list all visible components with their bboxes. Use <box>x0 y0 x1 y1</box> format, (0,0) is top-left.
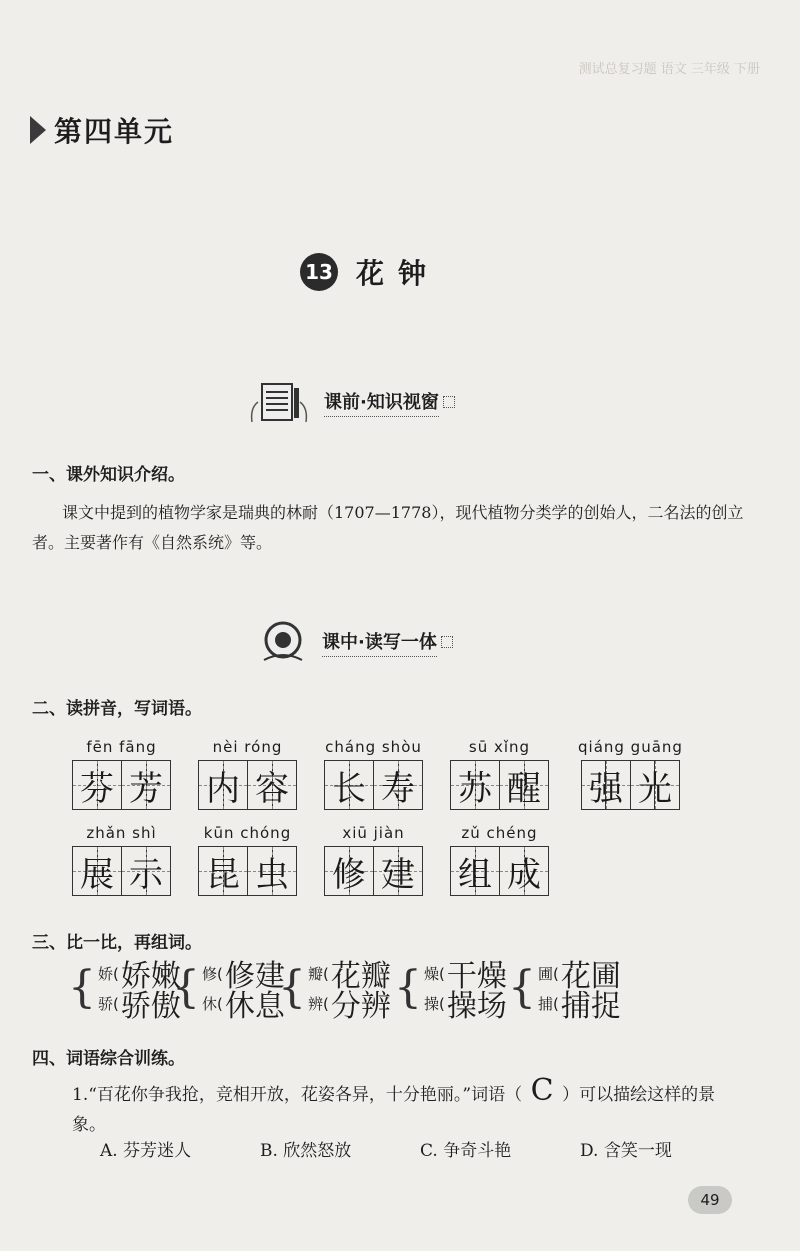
checkbox-icon <box>443 396 455 408</box>
char-box[interactable]: 组 <box>450 846 499 896</box>
answer-field[interactable]: 分辨 <box>330 989 391 1024</box>
answer-field[interactable]: 花圃 <box>560 959 621 994</box>
section-label-reading: 课中·读写一体 <box>322 628 437 657</box>
pinyin-text: nèi róng <box>212 738 283 756</box>
brace-icon: { <box>68 962 96 1013</box>
char-box[interactable]: 苏 <box>450 760 499 810</box>
option-c[interactable]: C. 争奇斗艳 <box>420 1141 512 1161</box>
char-box[interactable]: 寿 <box>373 760 423 810</box>
option-a[interactable]: A. 芬芳迷人 <box>100 1141 192 1161</box>
lesson-title: 花钟 <box>356 257 441 290</box>
answer-field[interactable]: 花瓣 <box>330 959 391 994</box>
answer-field[interactable]: 娇嫩 <box>120 959 181 994</box>
pinyin-text: cháng shòu <box>325 738 422 756</box>
brace-icon: { <box>278 962 306 1013</box>
pinyin-text: zhǎn shì <box>86 824 157 842</box>
reel-icon <box>258 620 308 664</box>
pinyin-item <box>578 738 683 810</box>
answer-field[interactable]: 休息 <box>224 989 285 1024</box>
pinyin-item <box>198 824 297 896</box>
section-label-preview: 课前·知识视窗 <box>324 388 439 417</box>
running-header: 测试总复习题 语文 三年级 下册 <box>578 62 760 77</box>
char-box[interactable]: 容 <box>247 760 297 810</box>
unit-title <box>30 110 174 150</box>
compare-group: { 瓣( 花瓣 辨( 分辨 <box>276 958 391 1018</box>
compare-group: { 燥( 干燥 操( 操场 <box>392 958 507 1018</box>
pinyin-text: xiū jiàn <box>342 824 405 842</box>
answer-field[interactable]: 捕捉 <box>560 989 621 1024</box>
answer-field[interactable]: 骄傲 <box>120 989 181 1024</box>
heading-q2: 二、读拼音，写词语。 <box>32 699 202 719</box>
char-box[interactable]: 昆 <box>198 846 247 896</box>
char-box[interactable]: 光 <box>630 760 680 810</box>
brace-icon: { <box>508 962 536 1013</box>
char-box[interactable]: 芬 <box>72 760 121 810</box>
section-banner-reading <box>258 620 453 664</box>
char-box[interactable]: 虫 <box>247 846 297 896</box>
pinyin-text: zǔ chéng <box>461 824 538 842</box>
char-box[interactable]: 示 <box>121 846 171 896</box>
arrow-icon <box>30 116 46 144</box>
lesson-heading <box>300 252 440 292</box>
char-box[interactable]: 成 <box>499 846 549 896</box>
brace-icon: { <box>172 962 200 1013</box>
unit-title-text: 第四单元 <box>54 115 175 148</box>
question-1: 1.“百花你争我抢，竞相开放，花姿各异，十分艳丽。”词语（ C ）可以描绘这样的景象。 <box>72 1073 716 1135</box>
option-b[interactable]: B. 欣然怒放 <box>260 1141 352 1161</box>
pinyin-text: fēn fāng <box>86 738 157 756</box>
pinyin-item <box>324 738 423 810</box>
heading-q3: 三、比一比，再组词。 <box>32 933 202 953</box>
pinyin-text: sū xǐng <box>468 738 531 756</box>
options-row <box>100 1136 740 1161</box>
char-box[interactable]: 醒 <box>499 760 549 810</box>
answer-field[interactable]: 修建 <box>224 959 285 994</box>
lesson-number: 13 <box>300 253 338 291</box>
pinyin-item <box>450 738 549 810</box>
pinyin-item <box>198 738 297 810</box>
pinyin-item <box>324 824 423 896</box>
char-box[interactable]: 长 <box>324 760 373 810</box>
char-box[interactable]: 修 <box>324 846 373 896</box>
pinyin-text: qiáng guāng <box>578 738 683 756</box>
answer-field[interactable]: 干燥 <box>446 959 507 994</box>
knowledge-text: 课文中提到的植物学家是瑞典的林耐（1707—1778），现代植物分类学的创始人，二名法的创立者。主要著作有《自然系统》等。 <box>32 503 744 552</box>
heading-q1: 一、课外知识介绍。 <box>32 465 185 485</box>
char-box[interactable]: 展 <box>72 846 121 896</box>
option-d[interactable]: D. 含笑一现 <box>580 1141 672 1161</box>
pinyin-item <box>450 824 549 896</box>
char-box[interactable]: 芳 <box>121 760 171 810</box>
section-banner-preview <box>248 378 455 426</box>
char-box[interactable]: 强 <box>581 760 630 810</box>
answer-blank[interactable]: C <box>530 1073 554 1108</box>
compare-group: { 修( 修建 休( 休息 <box>170 958 285 1018</box>
page-number: 49 <box>688 1186 732 1214</box>
pinyin-text: kūn chóng <box>203 824 292 842</box>
pinyin-item <box>72 738 171 810</box>
checkbox-icon <box>441 636 453 648</box>
brace-icon: { <box>394 962 422 1013</box>
pinyin-item <box>72 824 171 896</box>
answer-field[interactable]: 操场 <box>446 989 507 1024</box>
notebook-icon <box>248 378 310 426</box>
char-box[interactable]: 内 <box>198 760 247 810</box>
char-box[interactable]: 建 <box>373 846 423 896</box>
compare-group: { 圃( 花圃 捕( 捕捉 <box>506 958 621 1018</box>
compare-group: { 娇( 娇嫩 骄( 骄傲 <box>66 958 181 1018</box>
heading-q4: 四、词语综合训练。 <box>32 1049 185 1069</box>
